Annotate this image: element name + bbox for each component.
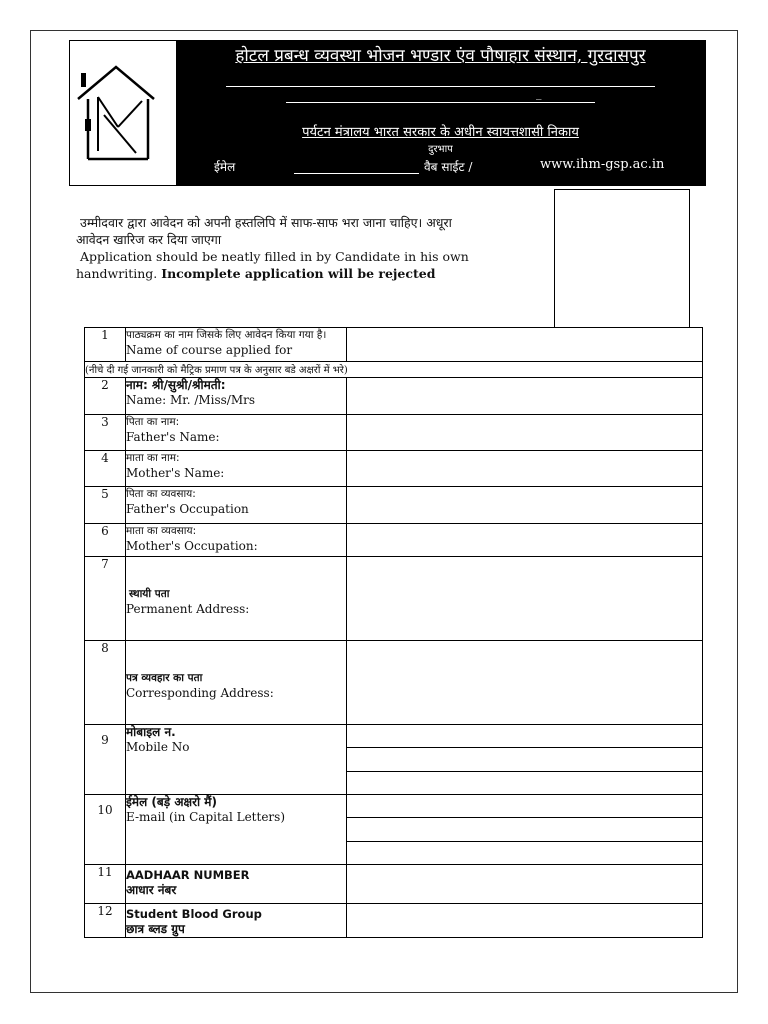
website-url: www.ihm-gsp.ac.in [540, 157, 665, 172]
instructions [76, 214, 536, 282]
label-hindi: ईमेल (बड़े अक्षरो मैं) [126, 795, 217, 809]
label-english: Name: Mr. /Miss/Mrs [126, 393, 256, 407]
email-field-3[interactable] [347, 842, 702, 864]
website-label: वैब साईट / [424, 160, 473, 174]
label-english: E-mail (in Capital Letters) [126, 810, 285, 824]
header-rule-2 [286, 102, 595, 103]
form-row-4 [85, 451, 703, 487]
label-hindi: मोबाइल न. [126, 725, 176, 739]
blood-group-field[interactable] [347, 904, 703, 938]
row-number: 5 [85, 487, 126, 524]
label-hindi: पिता का व्यवसाय: [126, 488, 196, 500]
row-number: 10 [85, 795, 126, 865]
label-english: Mother's Name: [126, 466, 225, 480]
form-row-6 [85, 524, 703, 557]
email-lines [347, 795, 702, 864]
course-name-field[interactable] [347, 328, 703, 362]
mobile-field-1[interactable] [347, 725, 702, 748]
form-row-1 [85, 328, 703, 362]
mother-occupation-field[interactable] [347, 524, 703, 557]
row-label [126, 451, 347, 487]
letterhead-black-panel [176, 41, 705, 185]
row-number: 9 [85, 725, 126, 795]
label-english: Student Blood Group [126, 907, 262, 921]
row-number: 8 [85, 641, 126, 725]
form-row-7 [85, 557, 703, 641]
label-hindi: पाठ्यक्रम का नाम जिसके लिए आवेदन किया गया है। [126, 329, 327, 341]
label-english: Permanent Address: [126, 602, 250, 616]
mobile-fields [347, 725, 703, 795]
permanent-address-field[interactable] [347, 557, 703, 641]
label-hindi: छात्र ब्लड ग्रुप [126, 922, 185, 936]
father-occupation-field[interactable] [347, 487, 703, 524]
house-logo-icon [70, 41, 176, 185]
label-english: Mobile No [126, 740, 190, 754]
label-english: Father's Name: [126, 430, 220, 444]
instruction-hindi-1: उम्मीदवार द्वारा आवेदन को अपनी हस्तलिपि में साफ-साफ भरा जाना चाहिए। अधूरा [80, 215, 452, 230]
institute-logo [70, 41, 176, 185]
instruction-english-1: Application should be neatly filled in by Candidate in his own [80, 249, 469, 264]
form-row-5 [85, 487, 703, 524]
header-dash: _ [536, 87, 542, 100]
ministry-line: पर्यटन मंत्रालय भारत सरकार के अधीन स्वायत्तशासी निकाय [302, 125, 579, 140]
application-form-table [84, 327, 703, 938]
row-label [126, 524, 347, 557]
instruction-hindi-2: आवेदन खारिज कर दिया जाएगा [76, 232, 222, 247]
instruction-english-2 [76, 265, 536, 282]
mobile-field-2[interactable] [347, 748, 702, 771]
row-number: 12 [85, 904, 126, 938]
row-label [126, 795, 347, 865]
photo-box[interactable] [554, 189, 690, 328]
form-row-9 [85, 725, 703, 795]
label-hindi: आधार नंबर [126, 883, 177, 897]
label-hindi: नाम: श्री/सुश्री/श्रीमती: [126, 378, 226, 392]
form-row-11 [85, 865, 703, 904]
row-label [126, 725, 347, 795]
row-label [126, 487, 347, 524]
instruction-english-2-normal: handwriting. [76, 266, 162, 281]
row-label [126, 641, 347, 725]
label-hindi: स्थायी पता [129, 588, 170, 600]
label-english: AADHAAR NUMBER [126, 868, 250, 882]
row-number: 6 [85, 524, 126, 557]
email-underline [294, 173, 419, 174]
label-hindi: पिता का नाम: [126, 416, 180, 428]
letterhead [69, 40, 706, 186]
row-label [126, 865, 347, 904]
label-english: Name of course applied for [126, 343, 293, 357]
label-hindi: माता का नाम: [126, 452, 180, 464]
institute-name: होटल प्रबन्ध व्यवस्था भोजन भण्डार एंव पौषाहार संस्थान, गुरदासपुर [235, 46, 646, 66]
mobile-lines [347, 725, 702, 794]
row-label [126, 328, 347, 362]
form-note: (नीचे दी गई जानकारी को मैट्रिक प्रमाण पत्र के अनुसार बडे अक्षरों में भरे) [85, 362, 703, 378]
mother-name-field[interactable] [347, 451, 703, 487]
email-fields [347, 795, 703, 865]
row-label [126, 378, 347, 415]
aadhaar-field[interactable] [347, 865, 703, 904]
row-number: 7 [85, 557, 126, 641]
label-english: Mother's Occupation: [126, 539, 258, 553]
row-number: 1 [85, 328, 126, 362]
form-row-10 [85, 795, 703, 865]
father-name-field[interactable] [347, 415, 703, 451]
row-number: 3 [85, 415, 126, 451]
email-field-1[interactable] [347, 795, 702, 818]
row-number: 4 [85, 451, 126, 487]
header-rule-1 [226, 86, 655, 87]
row-label [126, 415, 347, 451]
row-label [126, 904, 347, 938]
email-field-2[interactable] [347, 818, 702, 841]
form-row-3 [85, 415, 703, 451]
form-row-2 [85, 378, 703, 415]
name-field[interactable] [347, 378, 703, 415]
form-row-12 [85, 904, 703, 938]
form-row-8 [85, 641, 703, 725]
form-note-row [85, 362, 703, 378]
label-english: Corresponding Address: [126, 686, 274, 700]
phone-label: दुरभाप [428, 144, 453, 155]
label-hindi: पत्र व्यवहार का पता [126, 672, 203, 684]
row-number: 2 [85, 378, 126, 415]
label-english: Father's Occupation [126, 502, 249, 516]
row-number: 11 [85, 865, 126, 904]
label-hindi: माता का व्यवसाय: [126, 525, 197, 537]
email-label: ईमेल [214, 160, 236, 174]
row-label [126, 557, 347, 641]
instruction-english-2-bold: Incomplete application will be rejected [161, 266, 436, 281]
mobile-field-3[interactable] [347, 772, 702, 794]
corresponding-address-field[interactable] [347, 641, 703, 725]
